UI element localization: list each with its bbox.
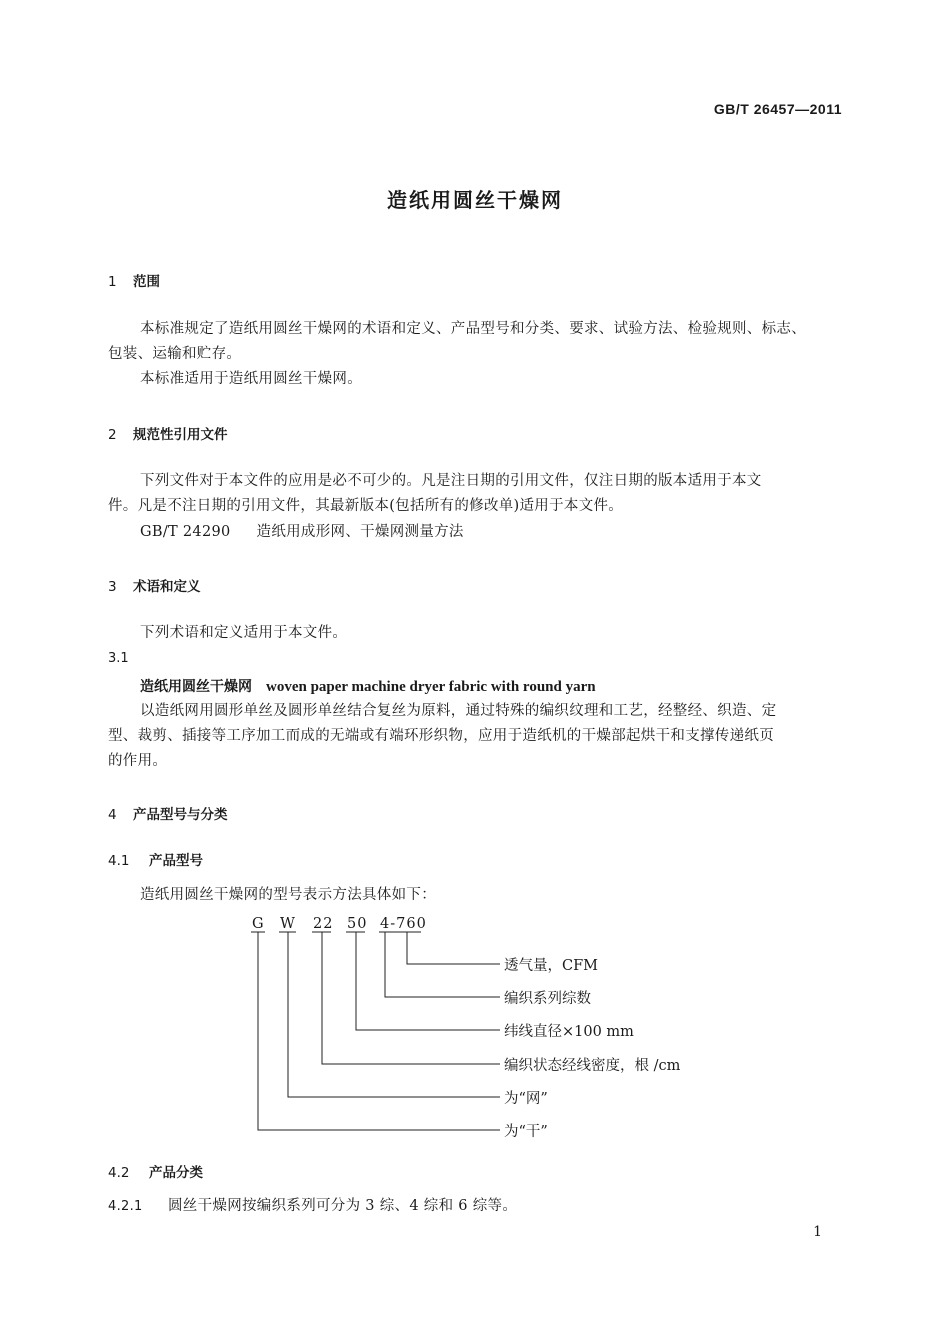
code-shaft-permeability: 4-760 <box>380 916 427 932</box>
leader-line-weft <box>356 932 500 1030</box>
code-letter-g: G <box>252 916 265 932</box>
term-chinese: 造纸用圆丝干燥网 <box>140 679 252 695</box>
definition-line: 的作用。 <box>108 753 168 769</box>
definition-line: 型、裁剪、插接等工序加工而成的无端或有端环形织物，应用于造纸机的干燥部起烘干和支撑传递纸页 <box>108 728 774 744</box>
subsection-number: 3.1 <box>108 651 129 666</box>
document-title: 造纸用圆丝干燥网 <box>387 188 563 212</box>
leader-line-warp <box>322 932 500 1064</box>
reference-title: 造纸用成形网、干燥网测量方法 <box>256 524 464 540</box>
normative-paragraph-line: 件。凡是不注日期的引用文件，其最新版本(包括所有的修改单)适用于本文件。 <box>108 498 624 514</box>
section-number: 3 <box>108 579 117 595</box>
clause-text: 圆丝干燥网按编织系列可分为 3 综、4 综和 6 综等。 <box>168 1198 518 1214</box>
scope-paragraph: 本标准适用于造纸用圆丝干燥网。 <box>140 371 362 387</box>
label-weft-diameter: 纬线直径×100 mm <box>504 1024 634 1040</box>
section-title: 产品型号与分类 <box>133 807 228 823</box>
section-number: 1 <box>108 274 117 290</box>
scope-paragraph-line: 包装、运输和贮存。 <box>108 346 242 362</box>
clause-number: 4.2.1 <box>108 1199 143 1214</box>
code-letter-w: W <box>280 916 296 932</box>
label-warp-density: 编织状态经线密度，根 /cm <box>504 1058 681 1074</box>
label-gan: 为“干” <box>504 1124 548 1140</box>
reference-code: GB/T 24290 <box>140 524 231 540</box>
scope-paragraph-line: 本标准规定了造纸用圆丝干燥网的术语和定义、产品型号和分类、要求、试验方法、检验规则、标志、 <box>140 321 806 337</box>
terms-intro: 下列术语和定义适用于本文件。 <box>140 625 348 641</box>
section-number: 2 <box>108 427 117 443</box>
section-title: 规范性引用文件 <box>133 427 228 443</box>
section-number: 4 <box>108 807 117 823</box>
code-warp-density: 22 <box>313 916 334 932</box>
definition-line: 以造纸网用圆形单丝及圆形单丝结合复丝为原料，通过特殊的编织纹理和工艺，经整经、织造、定 <box>140 703 777 719</box>
leader-line-gan <box>258 932 500 1130</box>
label-permeability: 透气量，CFM <box>504 958 599 974</box>
label-wang: 为“网” <box>504 1091 548 1107</box>
section-number: 4.1 <box>108 853 130 869</box>
classification-clause <box>108 1194 517 1220</box>
leader-line-permeability <box>407 932 500 964</box>
code-weft-diameter: 50 <box>347 916 368 932</box>
page-number: 1 <box>813 1224 822 1240</box>
section-title: 范围 <box>133 274 160 290</box>
section-4-2-heading <box>108 1161 203 1181</box>
leader-line-wang <box>288 932 500 1097</box>
section-title: 产品型号 <box>149 853 203 869</box>
section-title: 产品分类 <box>149 1165 203 1181</box>
model-intro: 造纸用圆丝干燥网的型号表示方法具体如下： <box>140 887 436 903</box>
term-english: woven paper machine dryer fabric with round yarn <box>266 679 596 695</box>
label-shaft-series: 编织系列综数 <box>504 991 591 1007</box>
section-number: 4.2 <box>108 1165 130 1181</box>
normative-paragraph-line: 下列文件对于本文件的应用是必不可少的。凡是注日期的引用文件，仅注日期的版本适用于本文 <box>140 473 762 489</box>
section-title: 术语和定义 <box>133 579 201 595</box>
standard-number: GB/T 26457—2011 <box>713 101 842 117</box>
